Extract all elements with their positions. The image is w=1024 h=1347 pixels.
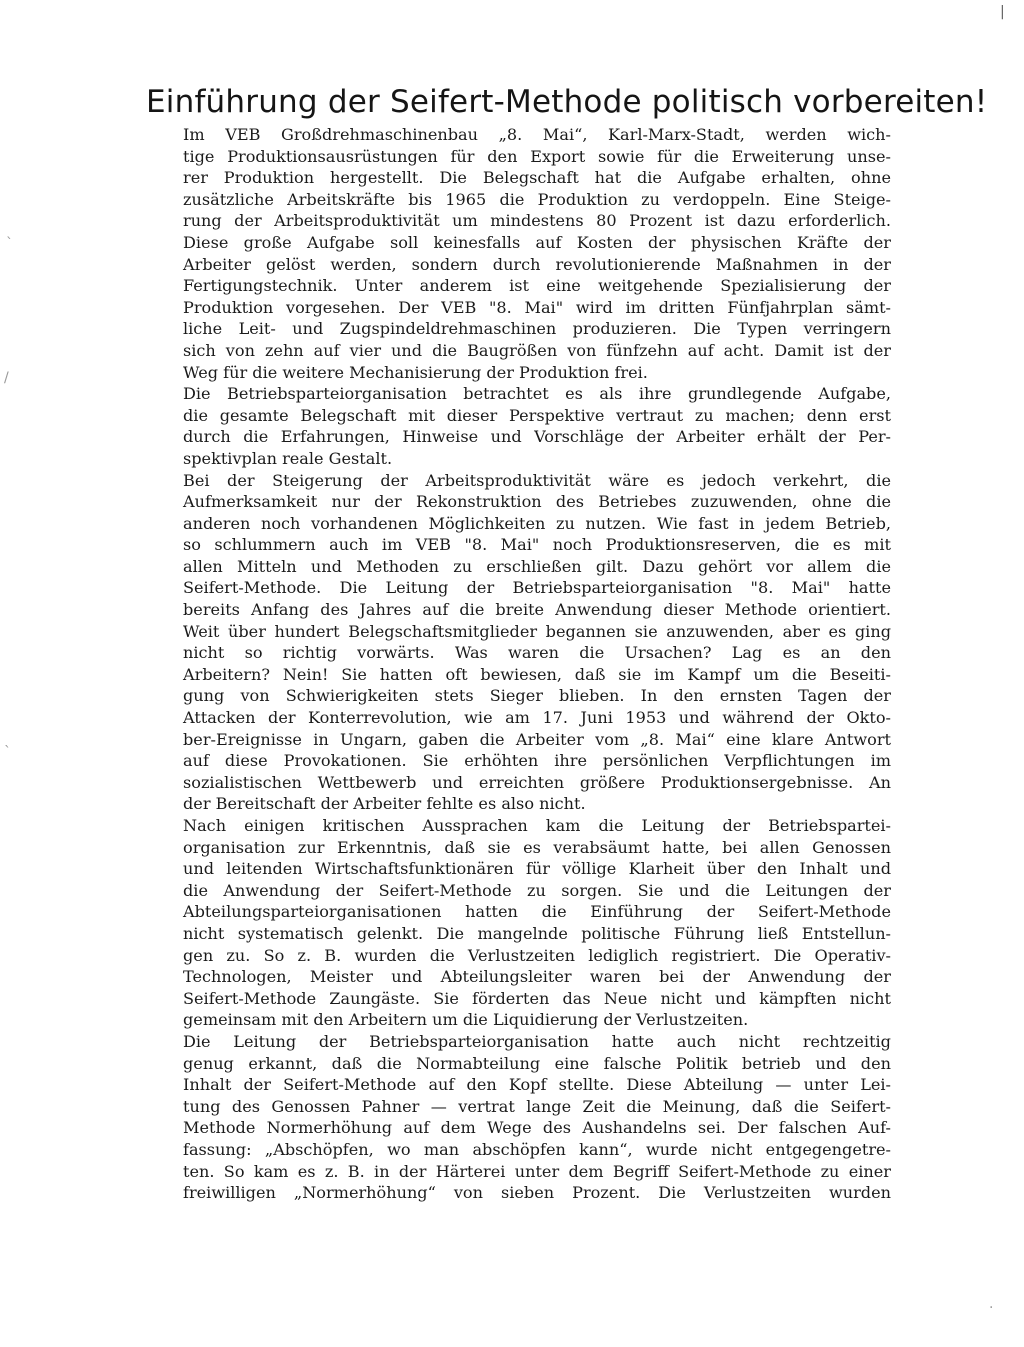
text-line: ber-Ereignisse in Ungarn, gaben die Arbeiter vom „8. Mai“ eine klare Antwort (183, 729, 891, 749)
paragraph (153, 470, 891, 816)
text-line: gemeinsam mit den Arbeitern um die Liquidierung der Verlustzeiten. (183, 1010, 749, 1030)
paragraph (153, 815, 891, 1031)
text-line: Attacken der Konterrevolution, wie am 17. Juni 1953 und während der Okto- (183, 708, 891, 728)
text-line: durch die Erfahrungen, Hinweise und Vorschläge der Arbeiter erhält der Per- (183, 427, 891, 447)
text-line: Im VEB Großdrehmaschinenbau „8. Mai“, Karl-Marx-Stadt, werden wich- (183, 125, 891, 144)
text-line: Diese große Aufgabe soll keinesfalls auf Kosten der physischen Kräfte der (183, 232, 891, 252)
paragraph (153, 124, 891, 383)
text-line: ten. So kam es z. B. in der Härterei unter dem Begriff Seifert-Methode zu einer (183, 1161, 891, 1181)
article-body (153, 124, 891, 1204)
article-title: Einführung der Seifert-Methode politisch vorbereiten! (146, 84, 988, 120)
scan-mark: ˋ (6, 236, 13, 252)
text-line: Technologen, Meister und Abteilungsleiter waren bei der Anwendung der (183, 967, 891, 987)
text-line: sozialistischen Wettbewerb und erreichten größere Produktionsergebnisse. An (183, 772, 891, 792)
text-line: genug erkannt, daß die Normabteilung eine falsche Politik betrieb und den (183, 1053, 891, 1073)
text-line: Inhalt der Seifert-Methode auf den Kopf stellte. Diese Abteilung — unter Lei- (183, 1075, 891, 1095)
text-line: Die Leitung der Betriebsparteiorganisation hatte auch nicht rechtzeitig (183, 1031, 891, 1051)
text-line: Abteilungsparteiorganisationen hatten die Einführung der Seifert-Methode (183, 902, 891, 922)
text-line: bereits Anfang des Jahres auf die breite Anwendung dieser Methode orientiert. (183, 600, 891, 620)
text-line: gen zu. So z. B. wurden die Verlustzeiten lediglich registriert. Die Operativ- (183, 945, 891, 965)
text-line: Produktion vorgesehen. Der VEB "8. Mai" wird im dritten Fünfjahrplan sämt- (183, 297, 891, 317)
text-line: allen Mitteln und Methoden zu erschließen gilt. Dazu gehört vor allem die (183, 556, 891, 576)
text-line: liche Leit- und Zugspindeldrehmaschinen produzieren. Die Typen verringern (183, 319, 891, 339)
text-line: Aufmerksamkeit nur der Rekonstruktion des Betriebes zuzuwenden, ohne die (183, 492, 891, 512)
scan-mark: · (989, 1300, 994, 1316)
text-line: nicht so richtig vorwärts. Was waren die Ursachen? Lag es an den (183, 643, 891, 663)
text-line: organisation zur Erkenntnis, daß sie es verabsäumt hatte, bei allen Genossen (183, 837, 891, 857)
text-line: Seifert-Methode. Die Leitung der Betriebsparteiorganisation "8. Mai" hatte (183, 578, 891, 598)
scan-mark: ˎ (4, 732, 11, 748)
text-line: tige Produktionsausrüstungen für den Export sowie für die Erweiterung unse- (183, 146, 891, 166)
text-line: fassung: „Abschöpfen, wo man abschöpfen kann“, wurde nicht entgegengetre- (183, 1139, 891, 1159)
text-line: die gesamte Belegschaft mit dieser Perspektive vertraut zu machen; denn erst (183, 405, 891, 425)
text-line: nicht systematisch gelenkt. Die mangelnde politische Führung ließ Entstellun- (183, 923, 891, 943)
text-line: freiwilligen „Normerhöhung“ von sieben Prozent. Die Verlustzeiten wurden (183, 1183, 891, 1203)
text-line: Seifert-Methode Zaungäste. Sie förderten das Neue nicht und kämpften nicht (183, 988, 891, 1008)
text-line: die Anwendung der Seifert-Methode zu sorgen. Sie und die Leitungen der (183, 880, 891, 900)
text-line: Arbeiter gelöst werden, sondern durch revolutionierende Maßnahmen in der (183, 254, 891, 274)
text-line: Bei der Steigerung der Arbeitsproduktivität wäre es jedoch verkehrt, die (183, 470, 891, 490)
text-line: der Bereitschaft der Arbeiter fehlte es also nicht. (183, 794, 586, 814)
text-line: Weg für die weitere Mechanisierung der Produktion frei. (183, 362, 648, 382)
text-line: Weit über hundert Belegschaftsmitglieder begannen sie anzuwenden, aber es ging (183, 621, 891, 641)
text-line: sich von zehn auf vier und die Baugrößen von fünfzehn auf acht. Damit ist der (183, 340, 891, 360)
text-line: und leitenden Wirtschaftsfunktionären für völlige Klarheit über den Inhalt und (183, 859, 891, 879)
text-line: rung der Arbeitsproduktivität um mindestens 80 Prozent ist dazu erforderlich. (183, 211, 891, 231)
text-line: so schlummern auch im VEB "8. Mai" noch Produktionsreserven, die es mit (183, 535, 891, 555)
text-line: zusätzliche Arbeitskräfte bis 1965 die Produktion zu verdoppeln. Eine Steige- (183, 189, 891, 209)
text-line: Die Betriebsparteiorganisation betrachtet es als ihre grundlegende Aufgabe, (183, 384, 891, 404)
text-line: spektivplan reale Gestalt. (183, 448, 393, 468)
text-line: anderen noch vorhandenen Möglichkeiten zu nutzen. Wie fast in jedem Betrieb, (183, 513, 891, 533)
text-line: tung des Genossen Pahner — vertrat lange Zeit die Meinung, daß die Seifert- (183, 1096, 891, 1116)
text-line: gung von Schwierigkeiten stets Sieger blieben. In den ernsten Tagen der (183, 686, 891, 706)
text-line: Methode Normerhöhung auf dem Wege des Aushandelns sei. Der falschen Auf- (183, 1118, 891, 1138)
text-line: Fertigungstechnik. Unter anderem ist eine weitgehende Spezialisierung der (183, 276, 891, 296)
scan-mark: | (1000, 4, 1005, 20)
paragraph (153, 1031, 891, 1204)
scan-mark: / (4, 370, 9, 386)
text-line: auf diese Provokationen. Sie erhöhten ihre persönlichen Verpflichtungen im (183, 751, 891, 771)
text-line: Arbeitern? Nein! Sie hatten oft bewiesen, daß sie im Kampf um die Beseiti- (183, 664, 891, 684)
text-line: rer Produktion hergestellt. Die Belegschaft hat die Aufgabe erhalten, ohne (183, 168, 891, 188)
text-line: Nach einigen kritischen Aussprachen kam die Leitung der Betriebspartei- (183, 816, 891, 835)
paragraph (153, 383, 891, 469)
